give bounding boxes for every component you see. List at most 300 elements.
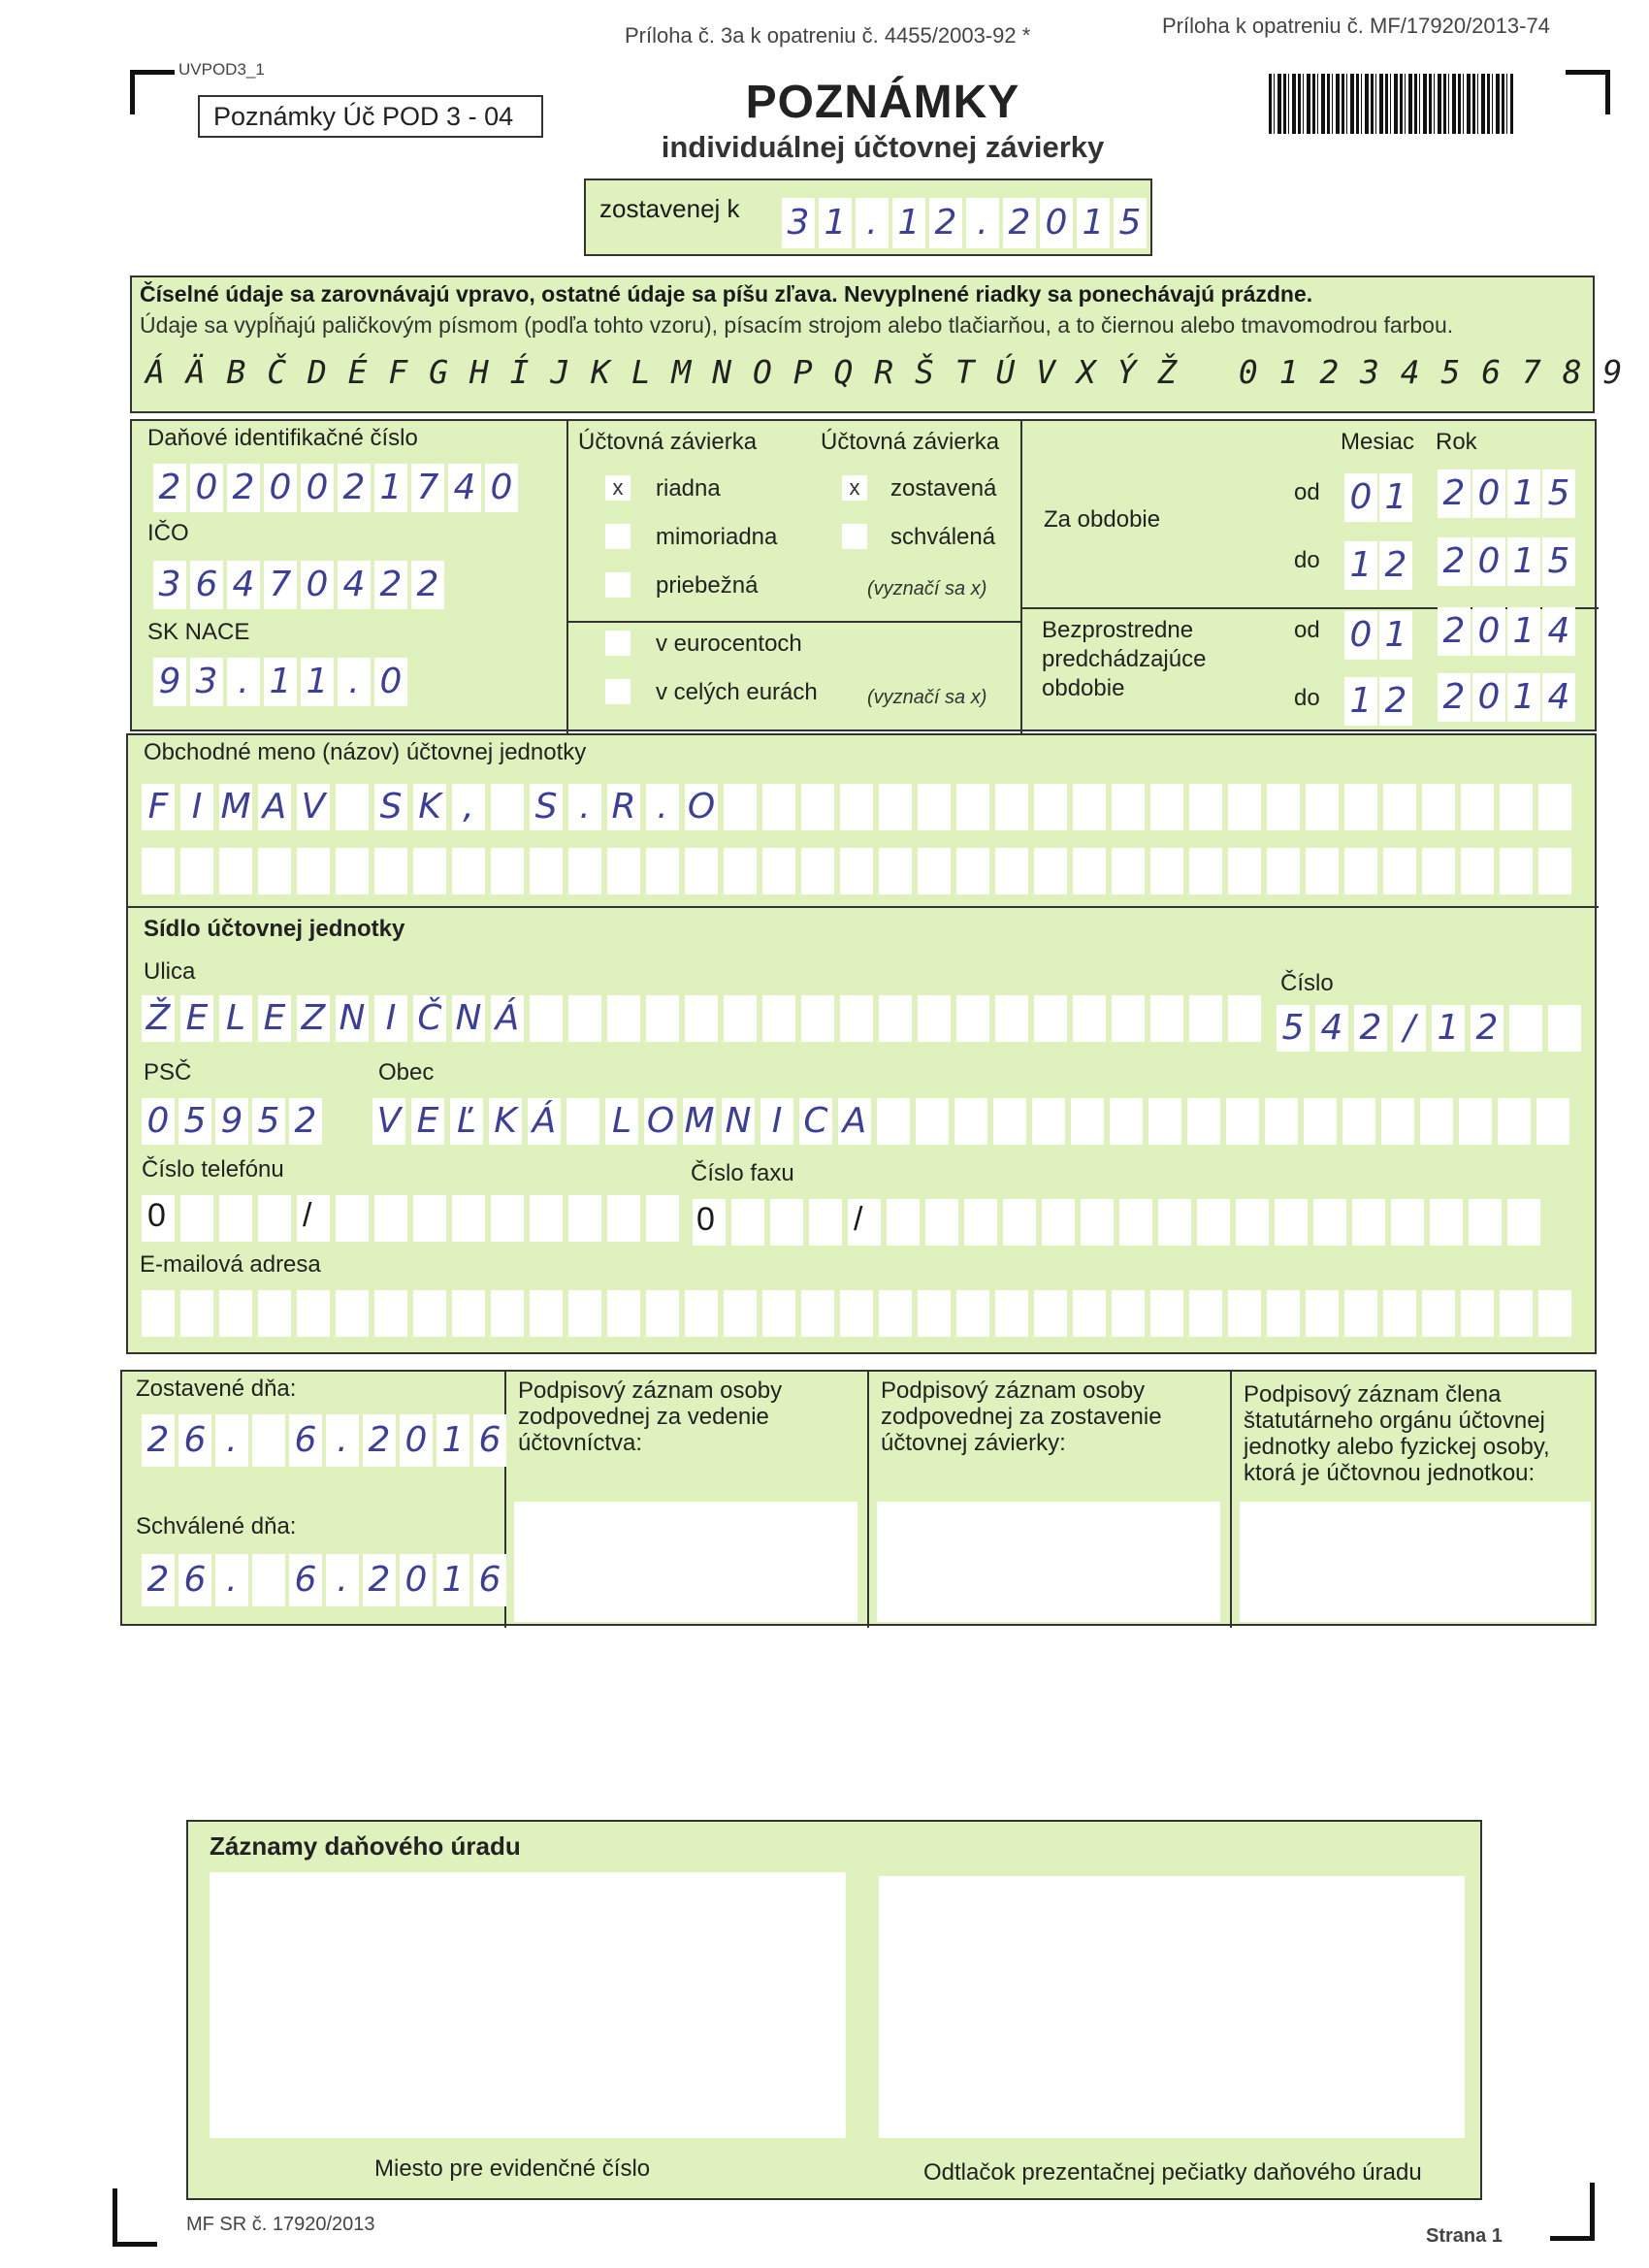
email-box-21 (956, 1290, 989, 1337)
phone-box-2 (219, 1195, 252, 1242)
name-row2-box-25 (1112, 848, 1145, 894)
prepared-date-char-6: 2 (1008, 203, 1031, 243)
pri-to-y-char-1: 0 (1477, 677, 1501, 717)
current-to-label: do (1294, 547, 1320, 573)
cur-from-y-char-0: 2 (1442, 473, 1466, 513)
street-char-7: Č (417, 998, 442, 1038)
pri-to-y-char-0: 2 (1442, 677, 1466, 717)
city-box-28 (1459, 1098, 1492, 1145)
city-box-15 (954, 1098, 987, 1145)
nace-char-3: 1 (269, 662, 292, 701)
name-row1-char-6: S (379, 787, 403, 826)
prep-on-char-0: 2 (146, 1420, 170, 1460)
schvalena-checkbox[interactable] (842, 524, 867, 549)
name-row2-box-28 (1228, 848, 1261, 894)
cur-from-m-box-1 (1379, 473, 1412, 522)
city-box-8 (683, 1098, 716, 1145)
street-box-6 (374, 995, 407, 1042)
number-box-7 (1548, 1005, 1581, 1052)
nace-box-4 (301, 658, 334, 706)
city-box-1 (411, 1098, 444, 1145)
phone-prefix: 0 (147, 1197, 166, 1234)
riadna-label: riadna (656, 475, 721, 502)
street-box-17 (801, 995, 834, 1042)
instructions-line-2: Údaje sa vypĺňajú paličkovým písmom (podľa tohto vzoru), písacím strojom alebo tlačiarňou, a to čiernou alebo tmavomodrou farbou. (140, 312, 1454, 338)
pri-from-y-box-2 (1507, 607, 1540, 656)
appr-on-char-8: 1 (441, 1560, 465, 1600)
dic-char-6: 1 (379, 468, 403, 507)
zostavena-mark: x (849, 475, 860, 500)
prep-on-box-7 (400, 1414, 433, 1467)
statement-status-label: Účtovná závierka (821, 429, 1000, 455)
name-row1-box-35 (1500, 784, 1533, 830)
name-row2-box-1 (180, 848, 213, 894)
email-box-12 (607, 1290, 640, 1337)
email-box-20 (918, 1290, 951, 1337)
cur-from-y-box-2 (1507, 470, 1540, 518)
appr-on-char-6: 2 (368, 1560, 391, 1600)
city-char-1: E (416, 1101, 439, 1141)
evidence-number-area[interactable] (210, 1872, 846, 2138)
name-row2-box-8 (452, 848, 485, 894)
name-row1-box-22 (995, 784, 1028, 830)
pri-to-m-box-1 (1379, 677, 1412, 726)
street-char-9: Á (495, 998, 520, 1038)
eurocentoch-label: v eurocentoch (656, 631, 802, 657)
fax-box-9 (1042, 1199, 1075, 1246)
street-box-26 (1150, 995, 1183, 1042)
cur-to-y-char-1: 0 (1477, 541, 1501, 581)
name-row1-box-12 (607, 784, 640, 830)
prep-on-char-6: 2 (368, 1420, 391, 1460)
name-row2-box-32 (1383, 848, 1416, 894)
dic-char-7: 7 (416, 468, 439, 507)
email-box-35 (1500, 1290, 1533, 1337)
fax-box-10 (1081, 1199, 1114, 1246)
name-row1-box-31 (1344, 784, 1377, 830)
cur-from-y-char-3: 5 (1547, 473, 1570, 513)
city-char-11: C (803, 1101, 828, 1141)
fax-box-14 (1236, 1199, 1269, 1246)
document-title: POZNÁMKY (745, 77, 1020, 128)
appr-on-box-3 (252, 1554, 285, 1606)
name-row1-box-29 (1267, 784, 1300, 830)
form-code: Poznámky Úč POD 3 - 04 (198, 95, 543, 138)
city-box-10 (760, 1098, 793, 1145)
city-box-13 (877, 1098, 910, 1145)
zostavena-checkbox[interactable] (842, 475, 867, 501)
psc-box-3 (252, 1098, 285, 1145)
psc-box-4 (289, 1098, 322, 1145)
name-row2-box-14 (685, 848, 718, 894)
nace-char-0: 9 (158, 662, 181, 701)
prior-to-label: do (1294, 685, 1320, 711)
prep-on-char-9: 6 (478, 1420, 501, 1460)
street-char-6: I (385, 998, 397, 1038)
name-row1-box-15 (724, 784, 757, 830)
email-box-29 (1267, 1290, 1300, 1337)
street-box-13 (646, 995, 679, 1042)
name-row2-box-22 (995, 848, 1028, 894)
dic-box-3 (264, 464, 297, 512)
cur-to-y-box-2 (1507, 537, 1540, 586)
dic-char-9: 0 (490, 468, 513, 507)
appr-on-box-1 (178, 1554, 211, 1606)
name-row1-box-0 (142, 784, 175, 830)
psc-label: PSČ (144, 1059, 192, 1085)
prepared-date-box-3 (892, 198, 925, 248)
psc-char-1: 5 (183, 1101, 207, 1141)
city-box-12 (838, 1098, 871, 1145)
dic-char-3: 0 (269, 468, 292, 507)
name-row1-char-11: . (579, 787, 591, 826)
number-char-0: 5 (1281, 1008, 1305, 1048)
nace-box-1 (190, 658, 223, 706)
prior-period-label-1: Bezprostredne (1042, 617, 1194, 643)
name-row2-box-3 (258, 848, 291, 894)
appr-on-char-2: . (226, 1560, 238, 1600)
street-char-3: E (263, 998, 286, 1038)
pri-from-m-box-0 (1344, 611, 1377, 660)
city-box-14 (916, 1098, 949, 1145)
ico-box-1 (190, 561, 223, 609)
pri-to-y-box-0 (1438, 673, 1471, 722)
city-box-3 (489, 1098, 522, 1145)
name-row1-char-7: K (418, 787, 441, 826)
prep-on-box-2 (215, 1414, 248, 1467)
city-char-10: I (771, 1101, 783, 1141)
dic-char-4: 0 (306, 468, 329, 507)
ico-char-0: 3 (158, 565, 181, 604)
email-box-16 (762, 1290, 795, 1337)
nace-box-3 (264, 658, 297, 706)
name-row1-box-34 (1461, 784, 1494, 830)
email-box-24 (1073, 1290, 1106, 1337)
city-box-19 (1110, 1098, 1143, 1145)
psc-box-1 (178, 1098, 211, 1145)
pri-to-m-char-0: 1 (1349, 681, 1373, 721)
prepared-date-box-7 (1040, 198, 1073, 248)
email-box-28 (1228, 1290, 1261, 1337)
form-id: UVPOD3_1 (178, 60, 265, 79)
city-box-26 (1381, 1098, 1414, 1145)
street-box-8 (452, 995, 485, 1042)
fax-box-20 (1469, 1199, 1502, 1246)
email-box-27 (1189, 1290, 1222, 1337)
psc-char-3: 5 (257, 1101, 280, 1141)
corner-mark-bottom-right (1550, 2183, 1595, 2241)
prep-on-char-2: . (226, 1420, 238, 1460)
fax-box-2 (770, 1199, 803, 1246)
cur-to-y-box-3 (1542, 537, 1575, 586)
phone-slash: / (303, 1197, 312, 1234)
name-row1-char-3: A (262, 787, 287, 826)
fax-box-3 (809, 1199, 842, 1246)
pri-from-y-char-2: 1 (1512, 611, 1536, 651)
name-row1-box-7 (413, 784, 446, 830)
street-box-15 (724, 995, 757, 1042)
ico-char-2: 4 (232, 565, 255, 604)
name-row2-box-2 (219, 848, 252, 894)
city-box-0 (372, 1098, 405, 1145)
email-box-6 (374, 1290, 407, 1337)
fax-box-13 (1197, 1199, 1230, 1246)
pri-from-y-char-1: 0 (1477, 611, 1501, 651)
email-box-15 (724, 1290, 757, 1337)
name-row2-box-6 (374, 848, 407, 894)
name-row1-box-1 (180, 784, 213, 830)
sample-alphabet: Á Ä B Č D É F G H Í J K L M N O P Q R Š T Ú V X Ý Ž 0 1 2 3 4 5 6 7 8 9 (146, 353, 1624, 391)
ico-char-6: 2 (379, 565, 403, 604)
street-box-10 (530, 995, 563, 1042)
dic-char-5: 2 (342, 468, 366, 507)
cur-from-y-char-2: 1 (1512, 473, 1536, 513)
ico-char-5: 4 (342, 565, 366, 604)
prior-period-label-3: obdobie (1042, 675, 1125, 701)
pri-from-y-box-1 (1472, 607, 1505, 656)
phone-box-11 (568, 1195, 601, 1242)
name-row2-box-19 (879, 848, 912, 894)
number-box-0 (1277, 1005, 1310, 1052)
name-row2-box-16 (762, 848, 795, 894)
street-box-23 (1034, 995, 1067, 1042)
street-box-19 (879, 995, 912, 1042)
psc-box-0 (142, 1098, 175, 1145)
city-box-16 (993, 1098, 1026, 1145)
street-char-4: Z (301, 998, 326, 1038)
street-box-12 (607, 995, 640, 1042)
ico-char-4: 0 (306, 565, 329, 604)
pri-to-y-char-3: 4 (1547, 677, 1570, 717)
city-char-12: A (842, 1101, 867, 1141)
header-reference-right: Príloha k opatreniu č. MF/17920/2013-74 (1162, 14, 1550, 38)
appr-on-box-4 (289, 1554, 322, 1606)
appr-on-char-0: 2 (146, 1560, 170, 1600)
name-row2-box-0 (142, 848, 175, 894)
appr-on-box-7 (400, 1554, 433, 1606)
name-row1-char-2: M (220, 787, 251, 826)
name-row2-box-27 (1189, 848, 1222, 894)
pri-to-m-char-1: 2 (1384, 681, 1407, 721)
email-box-3 (258, 1290, 291, 1337)
city-char-3: K (494, 1101, 517, 1141)
barcode (1269, 74, 1513, 134)
prepared-date-label: zostavenej k (599, 194, 740, 223)
email-box-8 (452, 1290, 485, 1337)
name-row1-box-11 (568, 784, 601, 830)
eurocentoch-checkbox[interactable] (605, 631, 630, 656)
phone-label: Číslo telefónu (142, 1156, 284, 1183)
prep-on-char-8: 1 (441, 1420, 465, 1460)
email-box-33 (1422, 1290, 1455, 1337)
name-row1-box-17 (801, 784, 834, 830)
street-box-18 (840, 995, 873, 1042)
fax-box-17 (1352, 1199, 1385, 1246)
signature-label-preparer: Podpisový záznam osoby zodpovednej za zostavenie účtovnej závierky: (881, 1377, 1162, 1456)
name-row1-char-10: S (534, 787, 558, 826)
name-row2-box-11 (568, 848, 601, 894)
phone-box-8 (452, 1195, 485, 1242)
street-box-11 (568, 995, 601, 1042)
prep-on-box-8 (436, 1414, 469, 1467)
email-box-30 (1306, 1290, 1339, 1337)
cur-to-m-box-0 (1344, 541, 1377, 590)
fax-box-12 (1158, 1199, 1191, 1246)
number-char-5: 2 (1475, 1008, 1499, 1048)
city-box-5 (566, 1098, 599, 1145)
corner-mark-bottom-left (113, 2188, 157, 2247)
street-box-27 (1189, 995, 1222, 1042)
city-box-17 (1032, 1098, 1065, 1145)
mark-note: (vyznačí sa x) (867, 578, 987, 599)
pri-to-y-box-2 (1507, 673, 1540, 722)
street-box-16 (762, 995, 795, 1042)
street-box-14 (685, 995, 718, 1042)
header-reference-left: Príloha č. 3a k opatreniu č. 4455/2003-92 * (625, 23, 1031, 48)
email-box-4 (297, 1290, 330, 1337)
tax-office-title: Záznamy daňového úradu (210, 1831, 521, 1861)
ico-char-7: 2 (416, 565, 439, 604)
name-row2-box-9 (491, 848, 524, 894)
name-row1-box-24 (1073, 784, 1106, 830)
appr-on-box-0 (142, 1554, 175, 1606)
prepared-date-char-4: 2 (934, 203, 957, 243)
appr-on-char-9: 6 (478, 1560, 501, 1600)
stamp-area[interactable] (879, 1876, 1465, 2138)
city-box-18 (1071, 1098, 1104, 1145)
cur-to-m-box-1 (1379, 541, 1412, 590)
street-char-5: N (339, 998, 366, 1038)
city-char-6: L (611, 1101, 632, 1141)
street-box-21 (956, 995, 989, 1042)
name-row2-box-29 (1267, 848, 1300, 894)
phone-box-9 (491, 1195, 524, 1242)
name-row2-box-36 (1538, 848, 1571, 894)
signature-label-statutory: Podpisový záznam člena štatutárneho orgánu účtovnej jednotky alebo fyzickej osoby, ktorá je účtovnou jednotkou: (1244, 1381, 1550, 1486)
appr-on-char-7: 0 (404, 1560, 428, 1600)
name-row2-box-4 (297, 848, 330, 894)
footer-left: MF SR č. 17920/2013 (186, 2214, 375, 2235)
email-box-13 (646, 1290, 679, 1337)
current-from-label: od (1294, 479, 1320, 505)
prepared-date-box-5 (966, 198, 999, 248)
dic-box-5 (338, 464, 371, 512)
zostavena-label: zostavená (890, 475, 997, 502)
prepared-date-char-2: . (866, 203, 878, 243)
fax-slash: / (854, 1201, 863, 1238)
dic-char-0: 2 (158, 468, 181, 507)
name-row1-box-19 (879, 784, 912, 830)
signature-area-preparer[interactable] (877, 1502, 1220, 1622)
cur-to-m-char-1: 2 (1384, 545, 1407, 585)
city-char-9: N (725, 1101, 752, 1141)
prior-period-label-2: predchádzajúce (1042, 646, 1207, 672)
street-box-3 (258, 995, 291, 1042)
prior-from-label: od (1294, 617, 1320, 643)
prepared-date-char-7: 0 (1045, 203, 1068, 243)
name-row2-box-21 (956, 848, 989, 894)
city-box-21 (1187, 1098, 1220, 1145)
psc-char-4: 2 (294, 1101, 317, 1141)
name-row2-box-12 (607, 848, 640, 894)
number-char-2: 2 (1359, 1008, 1382, 1048)
mimoriadna-label: mimoriadna (656, 524, 778, 550)
name-row2-box-26 (1150, 848, 1183, 894)
prep-on-char-4: 6 (294, 1420, 317, 1460)
prep-on-char-7: 0 (404, 1420, 428, 1460)
ico-label: IČO (147, 520, 189, 546)
city-box-9 (722, 1098, 755, 1145)
dic-char-8: 4 (453, 468, 476, 507)
riadna-checkbox[interactable] (605, 475, 630, 501)
priebezna-checkbox[interactable] (605, 572, 630, 598)
dic-box-2 (227, 464, 260, 512)
approved-on-label: Schválené dňa: (136, 1513, 297, 1539)
statement-type-label: Účtovná závierka (578, 429, 758, 455)
dic-label: Daňové identifikačné číslo (147, 425, 418, 451)
name-row2-box-7 (413, 848, 446, 894)
name-row1-char-13: . (657, 787, 668, 826)
cur-to-m-char-0: 1 (1349, 545, 1373, 585)
city-box-2 (450, 1098, 483, 1145)
email-box-26 (1150, 1290, 1183, 1337)
name-row1-box-8 (452, 784, 485, 830)
street-box-4 (297, 995, 330, 1042)
email-box-1 (180, 1290, 213, 1337)
corner-mark-top-left (130, 70, 175, 114)
prepared-on-label: Zostavené dňa: (136, 1376, 297, 1402)
celych-eurach-checkbox[interactable] (605, 679, 630, 704)
ico-box-0 (153, 561, 186, 609)
prep-on-box-3 (252, 1414, 285, 1467)
street-char-8: N (455, 998, 482, 1038)
name-row2-box-10 (530, 848, 563, 894)
mimoriadna-checkbox[interactable] (605, 524, 630, 549)
street-box-2 (219, 995, 252, 1042)
city-char-0: V (376, 1101, 402, 1141)
prepared-date-char-1: 1 (824, 203, 847, 243)
name-row1-box-33 (1422, 784, 1455, 830)
signature-area-accounting[interactable] (514, 1502, 857, 1622)
nace-char-5: . (348, 662, 360, 701)
city-box-20 (1148, 1098, 1181, 1145)
fax-prefix: 0 (696, 1201, 715, 1238)
name-row1-box-26 (1150, 784, 1183, 830)
fax-box-16 (1313, 1199, 1346, 1246)
ico-box-3 (264, 561, 297, 609)
pri-from-y-box-0 (1438, 607, 1471, 656)
email-box-17 (801, 1290, 834, 1337)
cur-from-m-box-0 (1344, 473, 1377, 522)
mark-note-2: (vyznačí sa x) (867, 687, 987, 708)
ico-box-7 (411, 561, 444, 609)
signature-area-statutory[interactable] (1240, 1502, 1591, 1622)
pri-to-y-box-3 (1542, 673, 1575, 722)
email-box-14 (685, 1290, 718, 1337)
name-row1-box-6 (374, 784, 407, 830)
phone-box-7 (413, 1195, 446, 1242)
city-char-2: Ľ (456, 1101, 477, 1141)
nace-char-4: 1 (306, 662, 329, 701)
email-box-7 (413, 1290, 446, 1337)
name-row2-box-13 (646, 848, 679, 894)
city-box-29 (1498, 1098, 1531, 1145)
number-box-5 (1471, 1005, 1504, 1052)
dic-box-4 (301, 464, 334, 512)
prep-on-box-0 (142, 1414, 175, 1467)
city-box-30 (1536, 1098, 1569, 1145)
nace-char-1: 3 (195, 662, 218, 701)
